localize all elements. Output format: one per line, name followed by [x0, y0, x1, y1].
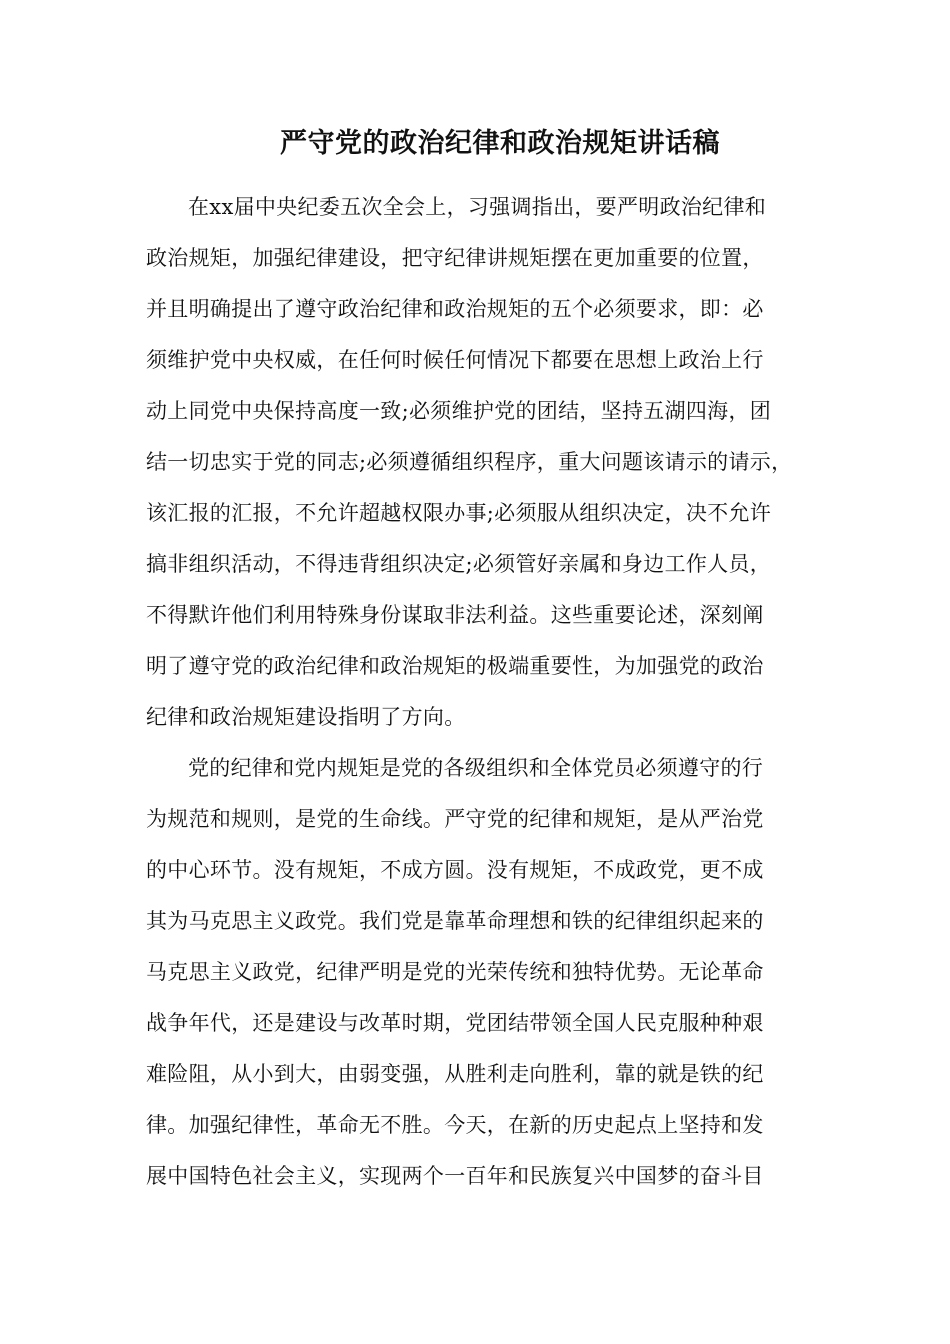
text-line: 战争年代，还是建设与改革时期，党团结带领全国人民克服种种艰	[146, 1011, 764, 1035]
document-title: 严守党的政治纪律和政治规矩讲话稿	[280, 128, 720, 159]
document-body	[146, 182, 826, 1202]
text-line: 难险阻，从小到大，由弱变强，从胜利走向胜利，靠的就是铁的纪	[146, 1062, 764, 1086]
text-line: 该汇报的汇报，不允许超越权限办事;必须服从组织决定，决不允许	[146, 501, 772, 525]
text-line: 展中国特色社会主义，实现两个一百年和民族复兴中国梦的奋斗目	[146, 1164, 764, 1188]
text-line: 在xx届中央纪委五次全会上，习强调指出，要严明政治纪律和	[188, 195, 767, 219]
text-line: 党的纪律和党内规矩是党的各级组织和全体党员必须遵守的行	[188, 756, 764, 780]
text-line: 明了遵守党的政治纪律和政治规矩的极端重要性，为加强党的政治	[146, 654, 764, 678]
text-line: 的中心环节。没有规矩，不成方圆。没有规矩，不成政党，更不成	[146, 858, 764, 882]
text-line: 并且明确提出了遵守政治纪律和政治规矩的五个必须要求，即：必	[146, 297, 764, 321]
text-line: 纪律和政治规矩建设指明了方向。	[146, 705, 466, 729]
text-line: 律。加强纪律性，革命无不胜。今天，在新的历史起点上坚持和发	[146, 1113, 764, 1137]
text-line: 其为马克思主义政党。我们党是靠革命理想和铁的纪律组织起来的	[146, 909, 764, 933]
text-line: 动上同党中央保持高度一致;必须维护党的团结，坚持五湖四海，团	[146, 399, 772, 423]
text-line: 马克思主义政党，纪律严明是党的光荣传统和独特优势。无论革命	[146, 960, 764, 984]
text-line: 政治规矩，加强纪律建设，把守纪律讲规矩摆在更加重要的位置，	[146, 246, 764, 270]
text-line: 不得默许他们利用特殊身份谋取非法利益。这些重要论述，深刻阐	[146, 603, 764, 627]
text-line: 搞非组织活动，不得违背组织决定;必须管好亲属和身边工作人员，	[146, 552, 772, 576]
text-line: 结一切忠实于党的同志;必须遵循组织程序，重大问题该请示的请示，	[146, 450, 793, 474]
text-line: 须维护党中央权威，在任何时候任何情况下都要在思想上政治上行	[146, 348, 764, 372]
text-line: 为规范和规则，是党的生命线。严守党的纪律和规矩，是从严治党	[146, 807, 764, 831]
